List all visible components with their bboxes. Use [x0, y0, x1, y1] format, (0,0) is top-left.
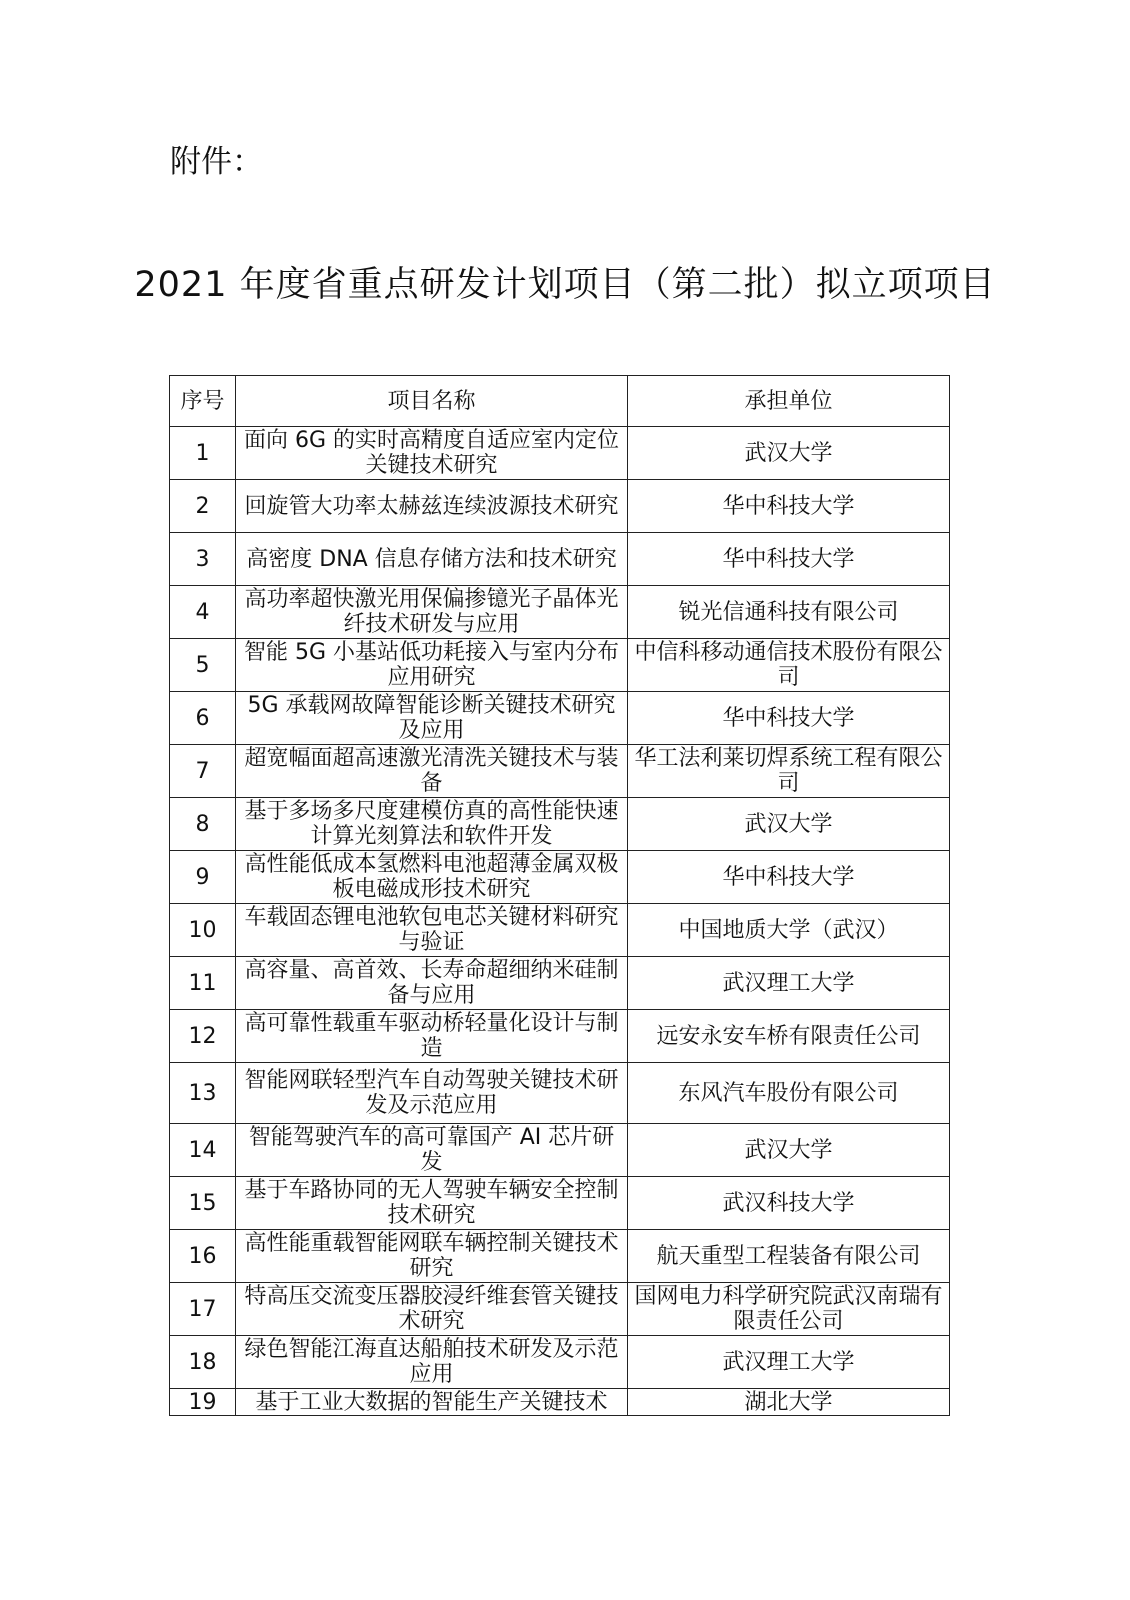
table-row: [170, 480, 950, 533]
row-project-name: 高功率超快激光用保偏掺镱光子晶体光纤技术研发与应用: [236, 586, 628, 639]
row-serial: 15: [170, 1177, 236, 1230]
row-organization: 武汉科技大学: [628, 1177, 950, 1230]
row-organization: 中国地质大学（武汉）: [628, 904, 950, 957]
table-row: [170, 1230, 950, 1283]
row-organization: 武汉理工大学: [628, 1336, 950, 1389]
table-row: [170, 1336, 950, 1389]
row-serial: 8: [170, 798, 236, 851]
row-project-name: 基于车路协同的无人驾驶车辆安全控制技术研究: [236, 1177, 628, 1230]
table-row: [170, 1124, 950, 1177]
table-row: [170, 1010, 950, 1063]
table-body: [170, 427, 950, 1416]
row-serial: 4: [170, 586, 236, 639]
row-project-name: 基于工业大数据的智能生产关键技术: [236, 1389, 628, 1416]
table-row: [170, 1177, 950, 1230]
row-serial: 6: [170, 692, 236, 745]
table-row: [170, 586, 950, 639]
row-organization: 华中科技大学: [628, 533, 950, 586]
row-serial: 3: [170, 533, 236, 586]
row-organization: 湖北大学: [628, 1389, 950, 1416]
row-organization: 东风汽车股份有限公司: [628, 1063, 950, 1124]
row-organization: 锐光信通科技有限公司: [628, 586, 950, 639]
row-project-name: 智能驾驶汽车的高可靠国产 AI 芯片研发: [236, 1124, 628, 1177]
table-row: [170, 1283, 950, 1336]
row-project-name: 高密度 DNA 信息存储方法和技术研究: [236, 533, 628, 586]
row-serial: 2: [170, 480, 236, 533]
row-serial: 17: [170, 1283, 236, 1336]
table-row: [170, 533, 950, 586]
row-organization: 武汉理工大学: [628, 957, 950, 1010]
table-row: [170, 1063, 950, 1124]
table-row: [170, 639, 950, 692]
row-organization: 华中科技大学: [628, 480, 950, 533]
row-project-name: 高可靠性载重车驱动桥轻量化设计与制造: [236, 1010, 628, 1063]
row-project-name: 高性能低成本氢燃料电池超薄金属双极板电磁成形技术研究: [236, 851, 628, 904]
row-serial: 13: [170, 1063, 236, 1124]
header-serial: 序号: [170, 376, 236, 427]
project-table: [169, 375, 950, 1416]
attachment-label: 附件：: [170, 144, 263, 180]
row-serial: 1: [170, 427, 236, 480]
table-row: [170, 798, 950, 851]
table-row: [170, 904, 950, 957]
row-serial: 7: [170, 745, 236, 798]
table-row: [170, 957, 950, 1010]
row-project-name: 5G 承载网故障智能诊断关键技术研究及应用: [236, 692, 628, 745]
row-serial: 12: [170, 1010, 236, 1063]
row-project-name: 超宽幅面超高速激光清洗关键技术与装备: [236, 745, 628, 798]
row-organization: 武汉大学: [628, 798, 950, 851]
row-organization: 国网电力科学研究院武汉南瑞有限责任公司: [628, 1283, 950, 1336]
header-organization: 承担单位: [628, 376, 950, 427]
row-organization: 航天重型工程装备有限公司: [628, 1230, 950, 1283]
row-serial: 9: [170, 851, 236, 904]
table-row: [170, 427, 950, 480]
row-serial: 5: [170, 639, 236, 692]
row-serial: 18: [170, 1336, 236, 1389]
table-row: [170, 851, 950, 904]
row-organization: 华中科技大学: [628, 851, 950, 904]
table-row: [170, 692, 950, 745]
row-project-name: 基于多场多尺度建模仿真的高性能快速计算光刻算法和软件开发: [236, 798, 628, 851]
row-organization: 远安永安车桥有限责任公司: [628, 1010, 950, 1063]
row-project-name: 高容量、高首效、长寿命超细纳米硅制备与应用: [236, 957, 628, 1010]
row-organization: 华工法利莱切焊系统工程有限公司: [628, 745, 950, 798]
row-project-name: 智能网联轻型汽车自动驾驶关键技术研发及示范应用: [236, 1063, 628, 1124]
row-project-name: 智能 5G 小基站低功耗接入与室内分布应用研究: [236, 639, 628, 692]
row-organization: 武汉大学: [628, 1124, 950, 1177]
row-project-name: 高性能重载智能网联车辆控制关键技术研究: [236, 1230, 628, 1283]
row-serial: 10: [170, 904, 236, 957]
row-organization: 华中科技大学: [628, 692, 950, 745]
row-project-name: 面向 6G 的实时高精度自适应室内定位关键技术研究: [236, 427, 628, 480]
table-row: [170, 745, 950, 798]
row-serial: 16: [170, 1230, 236, 1283]
table-row: [170, 1389, 950, 1416]
row-project-name: 绿色智能江海直达船舶技术研发及示范应用: [236, 1336, 628, 1389]
table-header-row: [170, 376, 950, 427]
row-project-name: 回旋管大功率太赫兹连续波源技术研究: [236, 480, 628, 533]
row-serial: 19: [170, 1389, 236, 1416]
header-project-name: 项目名称: [236, 376, 628, 427]
row-organization: 武汉大学: [628, 427, 950, 480]
row-project-name: 车载固态锂电池软包电芯关键材料研究与验证: [236, 904, 628, 957]
row-project-name: 特高压交流变压器胶浸纤维套管关键技术研究: [236, 1283, 628, 1336]
row-serial: 14: [170, 1124, 236, 1177]
document-title: 2021 年度省重点研发计划项目（第二批）拟立项项目: [134, 265, 996, 305]
row-serial: 11: [170, 957, 236, 1010]
row-organization: 中信科移动通信技术股份有限公司: [628, 639, 950, 692]
